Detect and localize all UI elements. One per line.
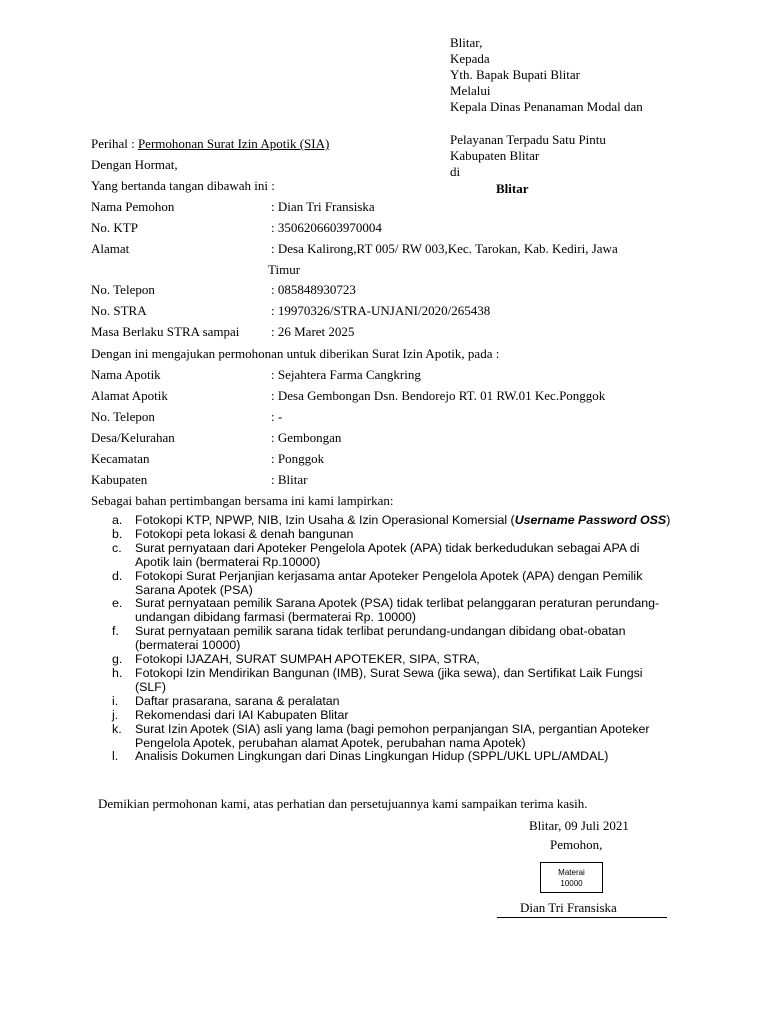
list-marker: j. <box>112 707 119 722</box>
subject-text: Permohonan Surat Izin Apotik (SIA) <box>137 136 330 151</box>
subject-label: Perihal : <box>91 136 138 151</box>
request-intro: Dengan ini mengajukan permohonan untuk diberikan Surat Izin Apotik, pada : <box>91 346 500 361</box>
recipient-pelayanan: Pelayanan Terpadu Satu Pintu <box>450 132 606 147</box>
field-value: : Sejahtera Farma Cangkring <box>271 367 421 382</box>
stamp-label: Materai <box>558 868 585 877</box>
field-value: : 26 Maret 2025 <box>271 324 355 339</box>
recipient-melalui: Melalui <box>450 83 491 98</box>
list-item-text: Surat pernyataan dari Apoteker Pengelola Apotek (APA) tidak berkedudukan sebagai APA di Apotik lain (bermaterai Rp.10000) <box>135 540 640 569</box>
list-item <box>112 597 672 625</box>
list-item-text: Fotokopi Surat Perjanjian kerjasama antar Apoteker Pengelola Apotek (APA) dengan Pemilik Sarana Apotek (PSA) <box>135 568 643 597</box>
list-item-text: Fotokopi IJAZAH, SURAT SUMPAH APOTEKER, SIPA, STRA, <box>135 652 480 667</box>
list-marker: g. <box>112 652 123 667</box>
field-value: : Gembongan <box>271 430 342 445</box>
list-item <box>112 625 672 653</box>
field-value: : Desa Kalirong,RT 005/ RW 003,Kec. Tarokan, Kab. Kediri, Jawa <box>271 241 618 256</box>
list-marker: i. <box>112 693 119 708</box>
list-item <box>112 750 672 764</box>
field-label: No. Telepon <box>91 409 155 424</box>
greeting: Dengan Hormat, <box>91 157 178 172</box>
list-item-text: Analisis Dokumen Lingkungan dari Dinas Lingkungan Hidup (SPPL/UKL UPL/AMDAL) <box>135 749 609 764</box>
field-value: : Desa Gembongan Dsn. Bendorejo RT. 01 RW.01 Kec.Ponggok <box>271 388 606 403</box>
field-value: : Blitar <box>271 472 308 487</box>
list-item-text: Surat pernyataan pemilik Sarana Apotek (PSA) tidak terlibat pelanggaran peraturan perundang-undangan dibidang farmasi (bermaterai Rp. 10000) <box>135 596 660 625</box>
address-continuation: Timur <box>268 262 301 277</box>
field-label: Masa Berlaku STRA sampai <box>91 324 240 339</box>
list-marker: k. <box>112 721 122 736</box>
list-marker: b. <box>112 526 123 541</box>
field-value: : Dian Tri Fransiska <box>271 199 375 214</box>
list-marker: e. <box>112 596 123 611</box>
list-item-text: Daftar prasarana, sarana & peralatan <box>135 693 340 708</box>
list-item <box>112 653 672 667</box>
signatory-name: Dian Tri Fransiska <box>520 900 617 915</box>
list-item <box>112 514 672 528</box>
list-marker: d. <box>112 568 123 583</box>
list-item <box>112 723 672 751</box>
closing-statement: Demikian permohonan kami, atas perhatian dan persetujuannya kami sampaikan terima kasih. <box>98 796 588 811</box>
list-marker: f. <box>112 624 119 639</box>
field-value: : 085848930723 <box>271 282 356 297</box>
field-label: No. Telepon <box>91 282 155 297</box>
field-label: No. KTP <box>91 220 138 235</box>
field-label: Kecamatan <box>91 451 150 466</box>
list-item-text: Rekomendasi dari IAI Kabupaten Blitar <box>135 707 349 722</box>
attachments-intro: Sebagai bahan pertimbangan bersama ini kami lampirkan: <box>91 493 394 508</box>
list-marker: h. <box>112 665 123 680</box>
recipient-city-line: Blitar, <box>450 35 483 50</box>
subject-line <box>91 136 329 152</box>
field-value: : Ponggok <box>271 451 325 466</box>
recipient-di: di <box>450 164 461 179</box>
list-marker: c. <box>112 540 122 555</box>
list-item <box>112 570 672 598</box>
field-label: Alamat Apotik <box>91 388 168 403</box>
list-item <box>112 667 672 695</box>
attachments-list <box>112 514 672 764</box>
recipient-destination-city: Blitar <box>496 181 529 196</box>
stamp-duty-box <box>540 862 603 893</box>
list-marker: l. <box>112 749 119 764</box>
recipient-kabupaten: Kabupaten Blitar <box>450 148 540 163</box>
signature-place-date: Blitar, 09 Juli 2021 <box>529 818 629 833</box>
list-item <box>112 695 672 709</box>
list-item-text: Fotokopi Izin Mendirikan Bangunan (IMB), Surat Sewa (jika sewa), dan Sertifikat Laik Fungsi (SLF) <box>135 665 643 694</box>
list-item-text-end: ) <box>666 513 671 527</box>
list-item <box>112 709 672 723</box>
field-label: Desa/Kelurahan <box>91 430 175 445</box>
field-value: : 3506206603970004 <box>271 220 382 235</box>
list-item <box>112 542 672 570</box>
list-item-text: Surat pernyataan pemilik sarana tidak terlibat perundang-undangan dibidang obat-obatan (bermaterai 10000) <box>135 624 626 653</box>
signature-role: Pemohon, <box>550 837 603 852</box>
list-item-emphasis: Username Password OSS <box>514 513 667 527</box>
field-label: Nama Pemohon <box>91 199 175 214</box>
recipient-kepada: Kepada <box>450 51 490 66</box>
list-marker: a. <box>112 513 123 527</box>
recipient-dinas: Kepala Dinas Penanaman Modal dan <box>450 99 643 114</box>
field-label: Alamat <box>91 241 130 256</box>
field-value: : 19970326/STRA-UNJANI/2020/265438 <box>271 303 491 318</box>
list-item-text: Fotokopi peta lokasi & denah bangunan <box>135 526 354 541</box>
list-item-text: Fotokopi KTP, NPWP, NIB, Izin Usaha & Izin Operasional Komersial ( <box>135 513 515 527</box>
list-item <box>112 528 672 542</box>
field-label: No. STRA <box>91 303 147 318</box>
field-label: Kabupaten <box>91 472 148 487</box>
stamp-amount: 10000 <box>560 879 583 888</box>
list-item-text: Surat Izin Apotek (SIA) asli yang lama (bagi pemohon perpanjangan SIA, pergantian Apoteker Pengelola Apotek, perubahan alamat Apotek, perubahan nama Apotek) <box>135 721 650 750</box>
recipient-bupati: Yth. Bapak Bupati Blitar <box>450 67 580 82</box>
applicant-intro: Yang bertanda tangan dibawah ini : <box>91 178 275 193</box>
signature-line <box>497 917 667 918</box>
field-value: : - <box>271 409 283 424</box>
field-label: Nama Apotik <box>91 367 161 382</box>
